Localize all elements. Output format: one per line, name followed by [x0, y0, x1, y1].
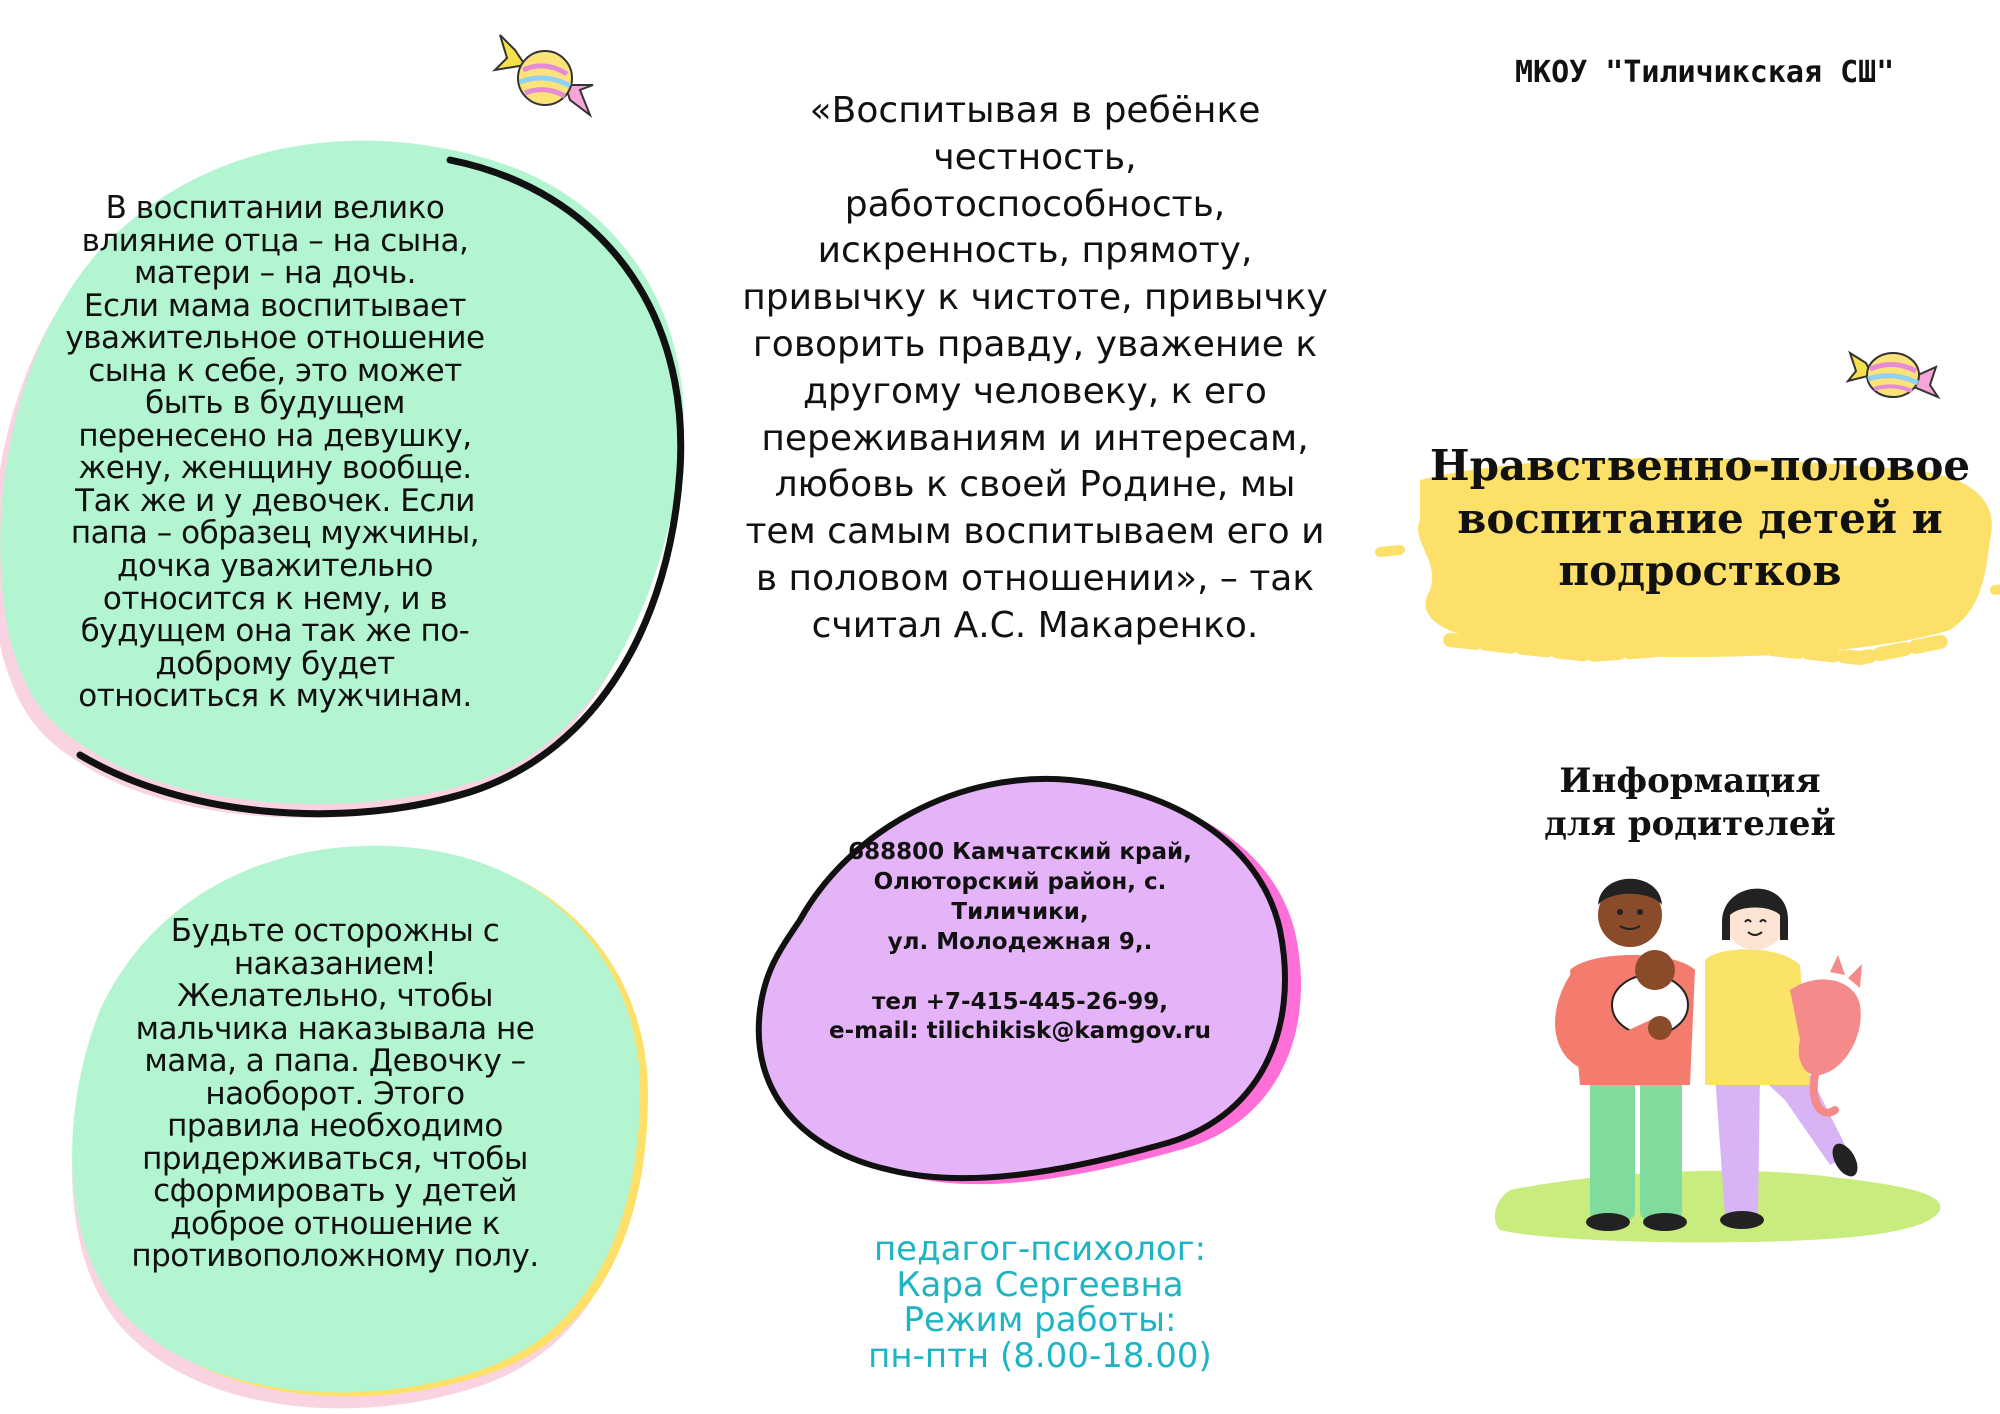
work-hours: пн-птн (8.00-18.00): [868, 1336, 1212, 1377]
text-line: Так же и у девочек. Если: [75, 482, 475, 519]
text-line: относится к нему, и в: [102, 580, 448, 617]
text-line: мальчика наказывала не: [135, 1010, 535, 1047]
candy-icon: [495, 30, 595, 130]
text-line: сына к себе, это может: [88, 352, 462, 389]
grass: [1495, 1171, 1941, 1243]
psychologist-info: [780, 1229, 1300, 1377]
address-line: Олюторский район, с.: [873, 868, 1167, 895]
text-line: Будьте осторожны с: [170, 913, 500, 949]
text-line: наоборот. Этого: [205, 1075, 465, 1112]
candy-icon: [1848, 335, 1938, 405]
text-line: доброму будет: [155, 645, 395, 682]
text-line: уважительное отношение: [65, 320, 485, 357]
text-line: противоположному полу.: [131, 1238, 539, 1275]
quote-line: искренность, прямоту,: [817, 230, 1253, 272]
text-line: В воспитании велико: [105, 190, 445, 226]
psychologist-name: Кара Сергеевна: [896, 1264, 1184, 1305]
text-line: Если мама воспитывает: [83, 287, 467, 324]
text-line: быть в будущем: [145, 385, 405, 422]
quote-line: любовь к своей Родине, мы: [774, 464, 1296, 506]
quote-line: работоспособность,: [844, 183, 1226, 225]
makarenko-quote: [735, 88, 1335, 650]
title-line: подростков: [1558, 546, 1842, 595]
quote-line: считал А.С. Макаренко.: [811, 604, 1259, 646]
quote-line: переживаниям и интересам,: [761, 417, 1309, 459]
text-line: будущем она так же по-: [80, 613, 470, 650]
text-line: относиться к мужчинам.: [78, 678, 472, 715]
quote-line: в половом отношении», – так: [755, 557, 1315, 599]
text-line: перенесено на девушку,: [78, 417, 472, 454]
left-top-text: [50, 192, 500, 713]
quote-line: тем самым воспитываем его и: [745, 511, 1325, 553]
address-line: 688800 Камчатский край,: [848, 839, 1192, 865]
info-for-parents: [1530, 760, 1850, 845]
info-line: для родителей: [1544, 803, 1836, 844]
info-line: Информация: [1559, 761, 1821, 801]
quote-line: другому человеку, к его: [803, 370, 1267, 412]
text-line: влияние отца – на сына,: [81, 222, 469, 259]
work-hours-label: Режим работы:: [903, 1300, 1177, 1341]
quote-line: говорить правду, уважение к: [752, 323, 1318, 365]
text-line: папа – образец мужчины,: [70, 515, 480, 552]
text-line: придерживаться, чтобы: [142, 1140, 528, 1177]
text-line: матери – на дочь.: [133, 255, 416, 292]
email: e-mail: tilichikisk@kamgov.ru: [829, 1018, 1211, 1045]
left-bottom-text: [95, 915, 575, 1273]
text-line: Желательно, чтобы: [177, 978, 493, 1015]
quote-line: привычку к чистоте, привычку: [742, 277, 1328, 319]
psychologist-role: педагог-психолог:: [873, 1229, 1207, 1269]
text-line: правила необходимо: [167, 1108, 503, 1145]
quote-line: честность,: [933, 136, 1137, 178]
phone: тел +7-415-445-26-99,: [871, 988, 1168, 1015]
address-line: ул. Молодежная 9,.: [887, 928, 1153, 955]
title-line: Нравственно-половое: [1429, 441, 1971, 490]
family-illustration: [1490, 860, 1950, 1260]
text-line: наказанием!: [233, 945, 437, 982]
title-line: воспитание детей и: [1457, 493, 1943, 543]
text-line: дочка уважительно: [117, 548, 433, 585]
text-line: сформировать у детей: [153, 1173, 517, 1210]
school-name: МКОУ "Тиличикская СШ": [1515, 55, 1895, 90]
address-line: [790, 958, 1250, 988]
text-line: жену, женщину вообще.: [78, 450, 472, 487]
quote-line: «Воспитывая в ребёнке: [809, 90, 1261, 131]
brochure-title: [1400, 440, 2000, 598]
school-address: [790, 838, 1250, 1047]
address-line: Тиличики,: [951, 898, 1089, 925]
text-line: мама, а папа. Девочку –: [144, 1043, 526, 1080]
text-line: доброе отношение к: [170, 1205, 500, 1242]
